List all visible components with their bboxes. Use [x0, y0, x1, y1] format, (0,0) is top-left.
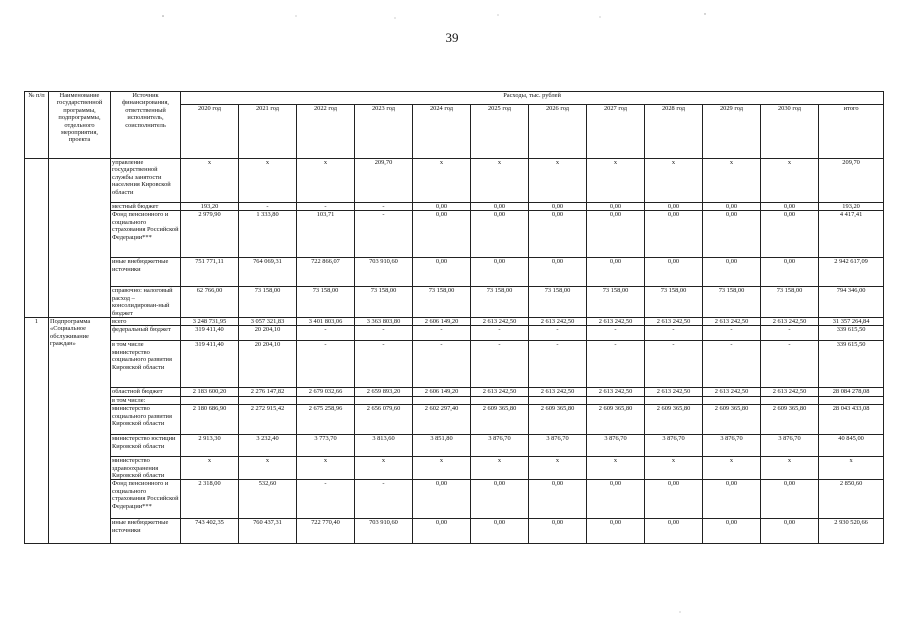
row-year-value: 3 876,70	[761, 435, 819, 457]
row-year-value: 73 158,00	[239, 287, 297, 318]
row-year-value: -	[355, 203, 413, 211]
row-year-value: 0,00	[529, 258, 587, 287]
row-year-value: -	[529, 341, 587, 388]
row-year-value: -	[355, 326, 413, 341]
row-year-value: 743 402,35	[181, 519, 239, 544]
header-year: 2023 год	[355, 105, 413, 159]
row-total-value: x	[819, 457, 884, 480]
row-year-value: x	[761, 159, 819, 203]
row-index: 1	[25, 318, 49, 544]
row-year-value	[703, 396, 761, 404]
header-year: 2024 год	[413, 105, 471, 159]
header-source: Источник финансирования, ответственный исполнитель, соисполнитель	[111, 92, 181, 159]
row-year-value: 2 613 242,50	[587, 388, 645, 396]
table-row	[25, 388, 884, 396]
row-total-value: 794 346,00	[819, 287, 884, 318]
row-year-value	[587, 396, 645, 404]
row-year-value: 0,00	[587, 480, 645, 519]
row-year-value: 0,00	[471, 258, 529, 287]
row-year-value: 0,00	[529, 519, 587, 544]
row-year-value: 73 158,00	[645, 287, 703, 318]
row-source: министерство здравоохранения Кировской области	[111, 457, 181, 480]
row-year-value: 2 656 079,60	[355, 405, 413, 435]
row-year-value: x	[645, 457, 703, 480]
row-year-value: x	[181, 159, 239, 203]
row-year-value: 0,00	[413, 211, 471, 258]
row-year-value: 20 204,10	[239, 341, 297, 388]
row-source: в том числе министерство социального развития Кировской области	[111, 341, 181, 388]
table-row	[25, 519, 884, 544]
header-year: 2029 год	[703, 105, 761, 159]
row-total-value: 28 043 433,08	[819, 405, 884, 435]
row-year-value: -	[471, 326, 529, 341]
row-year-value: 2 272 915,42	[239, 405, 297, 435]
row-year-value: 3 813,60	[355, 435, 413, 457]
row-year-value: 2 613 242,50	[471, 318, 529, 326]
row-source: управление государственной службы занятости населения Кировской области	[111, 159, 181, 203]
row-year-value: 0,00	[587, 203, 645, 211]
header-year: 2028 год	[645, 105, 703, 159]
row-year-value: 0,00	[529, 211, 587, 258]
row-total-value: 31 357 264,84	[819, 318, 884, 326]
row-year-value: -	[703, 326, 761, 341]
row-year-value	[471, 396, 529, 404]
row-source: министерство социального развития Кировской области	[111, 405, 181, 435]
table-row	[25, 287, 884, 318]
row-year-value: -	[529, 326, 587, 341]
row-year-value: 0,00	[471, 203, 529, 211]
row-year-value: 3 876,70	[645, 435, 703, 457]
row-year-value: -	[761, 326, 819, 341]
row-year-value: 703 910,60	[355, 258, 413, 287]
row-year-value: 2 613 242,50	[703, 318, 761, 326]
row-year-value: 73 158,00	[529, 287, 587, 318]
row-year-value: -	[355, 341, 413, 388]
row-year-value: x	[355, 457, 413, 480]
row-year-value: -	[297, 203, 355, 211]
row-year-value: 3 876,70	[529, 435, 587, 457]
row-year-value: 0,00	[413, 519, 471, 544]
row-year-value: 3 876,70	[703, 435, 761, 457]
header-name: Наименование государственной программы, подпрограммы, отдельного мероприятия, проекта	[49, 92, 111, 159]
row-year-value: 2 606 149,20	[413, 318, 471, 326]
row-year-value: 0,00	[645, 258, 703, 287]
row-source: в том числе:	[111, 396, 181, 404]
table-row	[25, 457, 884, 480]
row-source: Фонд пенсионного и социального страхования Российской Федерации***	[111, 211, 181, 258]
row-year-value: 2 180 686,90	[181, 405, 239, 435]
row-year-value: 2 318,00	[181, 480, 239, 519]
header-total: итого	[819, 105, 884, 159]
row-year-value: -	[239, 203, 297, 211]
row-year-value	[355, 396, 413, 404]
header-expenses: Расходы, тыс. рублей	[181, 92, 884, 105]
row-year-value: -	[297, 341, 355, 388]
row-year-value: 20 204,10	[239, 326, 297, 341]
row-year-value: -	[355, 211, 413, 258]
row-year-value: 760 437,31	[239, 519, 297, 544]
row-year-value: -	[761, 341, 819, 388]
header-year: 2021 год	[239, 105, 297, 159]
row-year-value: 319 411,40	[181, 326, 239, 341]
row-year-value: 0,00	[645, 519, 703, 544]
row-source: иные внебюджетные источники	[111, 519, 181, 544]
row-year-value: 3 773,70	[297, 435, 355, 457]
table-row	[25, 341, 884, 388]
row-year-value: x	[471, 159, 529, 203]
row-year-value: x	[239, 457, 297, 480]
row-year-value: 319 411,40	[181, 341, 239, 388]
row-year-value: -	[413, 341, 471, 388]
row-year-value: x	[645, 159, 703, 203]
row-year-value: 2 613 242,50	[645, 388, 703, 396]
row-year-value: 2 613 242,50	[471, 388, 529, 396]
row-year-value: 722 866,07	[297, 258, 355, 287]
row-year-value: 0,00	[703, 480, 761, 519]
row-year-value: 3 363 803,80	[355, 318, 413, 326]
row-year-value	[239, 396, 297, 404]
row-year-value: 2 679 032,66	[297, 388, 355, 396]
table-row	[25, 396, 884, 404]
row-year-value: 3 057 321,83	[239, 318, 297, 326]
row-year-value: x	[703, 159, 761, 203]
row-year-value: 0,00	[413, 258, 471, 287]
row-year-value: 2 609 365,80	[645, 405, 703, 435]
row-year-value: 0,00	[587, 519, 645, 544]
header-year: 2027 год	[587, 105, 645, 159]
row-year-value: 2 613 242,50	[761, 388, 819, 396]
row-year-value: 0,00	[761, 203, 819, 211]
row-year-value: 0,00	[703, 203, 761, 211]
row-total-value: 2 850,60	[819, 480, 884, 519]
table-row	[25, 258, 884, 287]
row-year-value: 3 876,70	[471, 435, 529, 457]
row-year-value: 3 232,40	[239, 435, 297, 457]
row-year-value: -	[703, 341, 761, 388]
row-year-value	[297, 396, 355, 404]
row-year-value: -	[297, 326, 355, 341]
row-year-value: 73 158,00	[761, 287, 819, 318]
row-year-value: -	[645, 326, 703, 341]
row-year-value: 0,00	[413, 203, 471, 211]
row-year-value: 2 609 365,80	[703, 405, 761, 435]
row-year-value: 2 609 365,80	[529, 405, 587, 435]
row-year-value: 73 158,00	[703, 287, 761, 318]
table-row	[25, 435, 884, 457]
header-year: 2020 год	[181, 105, 239, 159]
row-year-value: -	[587, 341, 645, 388]
row-year-value: x	[529, 457, 587, 480]
table-row	[25, 203, 884, 211]
row-year-value: 764 069,31	[239, 258, 297, 287]
row-source: министерство юстиции Кировской области	[111, 435, 181, 457]
row-year-value: 0,00	[761, 519, 819, 544]
row-year-value: 0,00	[413, 480, 471, 519]
row-year-value: 703 910,60	[355, 519, 413, 544]
header-year: 2026 год	[529, 105, 587, 159]
row-total-value: 339 615,50	[819, 326, 884, 341]
row-year-value: x	[529, 159, 587, 203]
row-year-value: 209,70	[355, 159, 413, 203]
row-year-value: 0,00	[703, 211, 761, 258]
row-year-value: x	[181, 457, 239, 480]
row-program-name	[49, 159, 111, 318]
row-year-value: 73 158,00	[355, 287, 413, 318]
row-year-value: 0,00	[529, 203, 587, 211]
row-year-value: 2 602 297,40	[413, 405, 471, 435]
header-year: 2022 год	[297, 105, 355, 159]
row-year-value: 0,00	[587, 211, 645, 258]
row-year-value: 0,00	[471, 519, 529, 544]
row-source: местный бюджет	[111, 203, 181, 211]
row-source: Фонд пенсионного и социального страхования Российской Федерации***	[111, 480, 181, 519]
row-year-value: -	[587, 326, 645, 341]
row-year-value: 0,00	[529, 480, 587, 519]
row-index	[25, 159, 49, 318]
row-year-value: -	[471, 341, 529, 388]
row-year-value: 2 613 242,50	[529, 388, 587, 396]
row-year-value: x	[413, 159, 471, 203]
table-body	[25, 159, 884, 544]
row-source: федеральный бюджет	[111, 326, 181, 341]
budget-table	[24, 91, 884, 544]
row-year-value: 0,00	[703, 258, 761, 287]
row-year-value: 2 979,90	[181, 211, 239, 258]
row-year-value: 103,71	[297, 211, 355, 258]
row-year-value: 2 613 242,50	[645, 318, 703, 326]
row-year-value: 0,00	[761, 258, 819, 287]
row-year-value: 2 613 242,50	[587, 318, 645, 326]
row-year-value: 0,00	[471, 480, 529, 519]
table-row	[25, 326, 884, 341]
row-total-value: 4 417,41	[819, 211, 884, 258]
row-source: всего	[111, 318, 181, 326]
row-year-value: 3 248 731,95	[181, 318, 239, 326]
table-row	[25, 159, 884, 203]
header-year: 2025 год	[471, 105, 529, 159]
row-total-value: 2 930 520,66	[819, 519, 884, 544]
row-year-value: x	[587, 457, 645, 480]
row-year-value: x	[761, 457, 819, 480]
row-total-value: 40 845,00	[819, 435, 884, 457]
row-year-value: x	[297, 159, 355, 203]
row-year-value	[529, 396, 587, 404]
row-year-value: 2 609 365,80	[587, 405, 645, 435]
row-total-value: 209,70	[819, 159, 884, 203]
row-year-value: 62 766,00	[181, 287, 239, 318]
row-year-value: 73 158,00	[471, 287, 529, 318]
row-year-value	[181, 396, 239, 404]
row-year-value: 722 770,40	[297, 519, 355, 544]
row-year-value: x	[703, 457, 761, 480]
row-year-value: 2 675 258,96	[297, 405, 355, 435]
row-year-value: x	[413, 457, 471, 480]
row-year-value: 0,00	[761, 480, 819, 519]
row-year-value: -	[413, 326, 471, 341]
row-total-value: 28 084 278,08	[819, 388, 884, 396]
row-year-value	[761, 396, 819, 404]
row-year-value: 0,00	[471, 211, 529, 258]
row-year-value: 73 158,00	[587, 287, 645, 318]
row-year-value: 0,00	[761, 211, 819, 258]
table-row	[25, 405, 884, 435]
row-year-value	[413, 396, 471, 404]
row-year-value: x	[471, 457, 529, 480]
row-program-name: Подпрограмма «Социальное обслуживание граждан»	[49, 318, 111, 544]
row-year-value: -	[355, 480, 413, 519]
row-year-value: x	[239, 159, 297, 203]
row-total-value: 2 942 617,09	[819, 258, 884, 287]
row-year-value: 2 613 242,50	[761, 318, 819, 326]
row-year-value	[645, 396, 703, 404]
row-source: справочно: налоговый расход – консолидирован-ный бюджет	[111, 287, 181, 318]
row-year-value: 2 609 365,80	[761, 405, 819, 435]
row-year-value: x	[297, 457, 355, 480]
row-year-value: 1 333,80	[239, 211, 297, 258]
row-year-value: -	[297, 480, 355, 519]
row-total-value	[819, 396, 884, 404]
row-year-value: 2 913,30	[181, 435, 239, 457]
row-year-value: 0,00	[587, 258, 645, 287]
row-year-value: 73 158,00	[297, 287, 355, 318]
row-year-value: 0,00	[645, 480, 703, 519]
row-source: областной бюджет	[111, 388, 181, 396]
row-year-value: 3 401 803,06	[297, 318, 355, 326]
row-total-value: 193,20	[819, 203, 884, 211]
row-year-value: 2 276 147,82	[239, 388, 297, 396]
row-year-value: 2 659 893,20	[355, 388, 413, 396]
row-year-value: 751 771,11	[181, 258, 239, 287]
row-year-value: 532,60	[239, 480, 297, 519]
row-year-value: 2 183 600,20	[181, 388, 239, 396]
row-year-value: 2 613 242,50	[529, 318, 587, 326]
header-row	[25, 92, 884, 105]
row-year-value: 0,00	[645, 211, 703, 258]
row-total-value: 339 615,50	[819, 341, 884, 388]
row-source: иные внебюджетные источники	[111, 258, 181, 287]
row-year-value: 73 158,00	[413, 287, 471, 318]
table-row	[25, 211, 884, 258]
row-year-value: 3 876,70	[587, 435, 645, 457]
row-year-value: 0,00	[645, 203, 703, 211]
row-year-value: x	[587, 159, 645, 203]
row-year-value: 2 609 365,80	[471, 405, 529, 435]
header-index: № п/п	[25, 92, 49, 159]
row-year-value: 2 606 149,20	[413, 388, 471, 396]
row-year-value: 2 613 242,50	[703, 388, 761, 396]
page-number: 39	[445, 30, 459, 45]
row-year-value: 0,00	[703, 519, 761, 544]
table-row	[25, 480, 884, 519]
row-year-value: 193,20	[181, 203, 239, 211]
row-year-value: 3 851,80	[413, 435, 471, 457]
table-row	[25, 318, 884, 326]
header-year: 2030 год	[761, 105, 819, 159]
row-year-value: -	[645, 341, 703, 388]
